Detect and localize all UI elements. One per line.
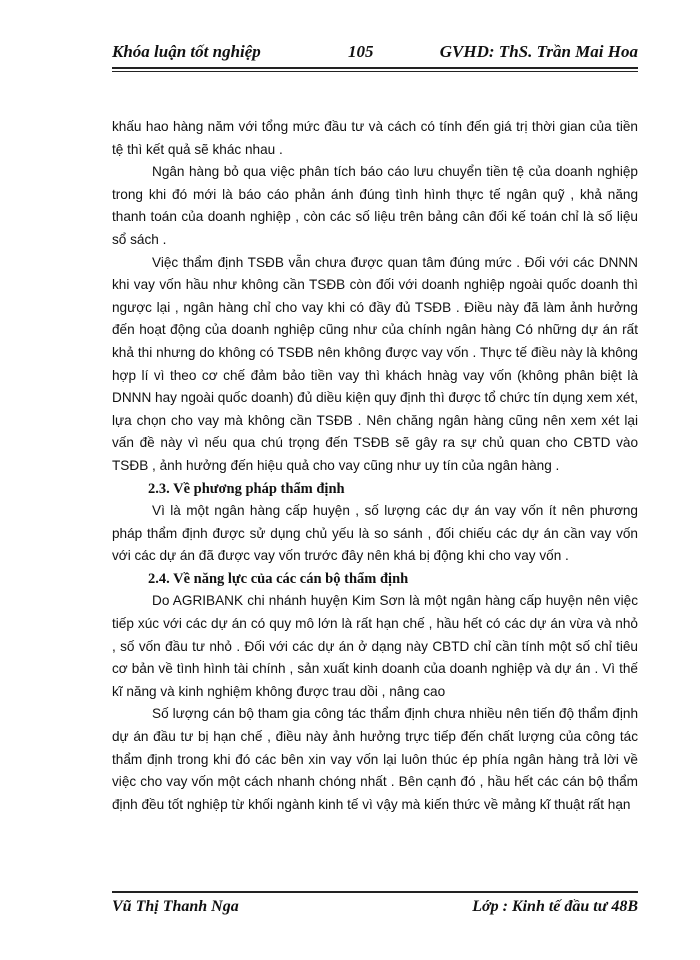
- section-heading-method: 2.3. Về phương pháp thẩm định: [148, 480, 345, 497]
- footer-class: Lớp : Kinh tế đầu tư 48B: [472, 898, 638, 915]
- header-supervisor: GVHD: ThS. Trần Mai Hoa: [439, 42, 638, 61]
- footer-author: Vũ Thị Thanh Nga: [112, 898, 239, 915]
- header-rule-thin: [112, 71, 638, 72]
- section-heading-capacity: 2.4. Về năng lực của các cán bộ thẩm định: [148, 570, 409, 587]
- header-page-number: 105: [348, 42, 374, 61]
- page-header: [112, 42, 638, 66]
- header-thesis-title: Khóa luận tốt nghiệp: [112, 42, 261, 61]
- paragraph: khấu hao hàng năm với tổng mức đầu tư và cách có tính đến giá trị thời gian của tiền tệ thì kết quả sẽ khác nhau .: [112, 119, 638, 157]
- header-rule-thick: [112, 67, 638, 69]
- paragraph: Do AGRIBANK chi nhánh huyện Kim Sơn là một ngân hàng cấp huyện nên việc tiếp xúc với các dự án có quy mô lớn là rất hạn chế , hầu hết có các dự án vừa và nhỏ , số vốn đầu tư nhỏ . Đối với các dự án ở dạng này CBTD chỉ cần tính một số chỉ tiêu cơ bản về tình hình tài chính , sản xuất kinh doanh của doanh nghiệp và dự án . Vì thế kĩ năng và kinh nghiệm không được trau dồi , nâng cao: [112, 593, 638, 699]
- page-footer: [112, 898, 638, 920]
- paragraph: Ngân hàng bỏ qua việc phân tích báo cáo lưu chuyển tiền tệ của doanh nghiệp trong khi đó mới là báo cáo phản ánh đúng tình hình thực tế ngân quỹ , khả năng thanh toán của doanh nghiệp , còn các số liệu trên bảng cân đối kế toán chỉ là số liệu sổ sách .: [112, 164, 638, 247]
- paragraph: Việc thẩm định TSĐB vẫn chưa được quan tâm đúng mức . Đối với các DNNN khi vay vốn hầu như không cần TSĐB còn đối với doanh nghiệp ngoài quốc doanh thì ngược lại , ngân hàng chỉ cho vay khi có đầy đủ TSĐB . Điều này đã làm ảnh hưởng đến hoạt động của doanh nghiệp cũng như của chính ngân hàng Có những dự án rất khả thi nhưng do không có TSĐB nên không được vay vốn . Thực tế điều này là không hợp lí vì theo cơ chế đảm bảo tiền vay thì khách hnàg vay vốn (không phân biệt là DNNN hay ngoài quốc doanh) đủ diều kiện quy định thì được tổ chức tín dụng xem xét, lựa chọn cho vay mà không cần TSĐB . Nên chăng ngân hàng cũng nên xem xét lại vấn đề này vì nếu qua chú trọng đến TSĐB sẽ gây ra sự chủ quan cho CBTD vào TSĐB , ảnh hưởng đến hiệu quả cho vay cũng như uy tín của ngân hàng .: [112, 254, 638, 473]
- paragraph: Vì là một ngân hàng cấp huyện , số lượng các dự án vay vốn ít nên phương pháp thẩm định được sử dụng chủ yếu là so sánh , đối chiếu các dự án cần vay vốn với các dự án đã được vay vốn trước đây nên khá bị động khi cho vay vốn .: [112, 503, 638, 564]
- page-body: [112, 116, 638, 816]
- paragraph: Số lượng cán bộ tham gia công tác thẩm định chưa nhiều nên tiến độ thẩm định dự án đầu tư bị hạn chế , điều này ảnh hưởng trực tiếp đến chất lượng của công tác thẩm định trong khi đó các bên xin vay vốn lại luôn thúc ép phía ngân hàng trả lời về việc cho vay vốn một cách nhanh chóng nhất . Bên cạnh đó , hầu hết các cán bộ thẩm định đều tốt nghiệp từ khối ngành kinh tế vì vậy mà kiến thức về mảng kĩ thuật rất hạn: [112, 706, 638, 812]
- footer-rule: [112, 891, 638, 893]
